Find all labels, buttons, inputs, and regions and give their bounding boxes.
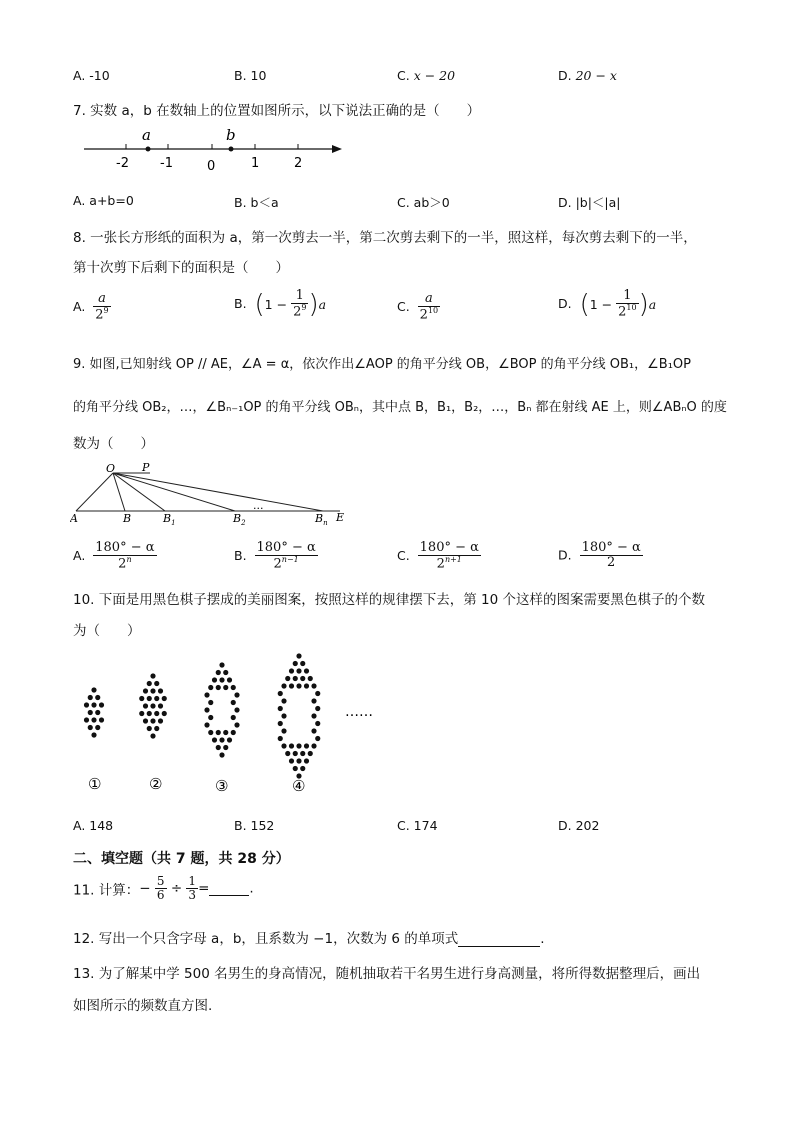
label-A: A (70, 512, 78, 525)
chess-piece-dot (311, 728, 316, 733)
q9-line-3: 数为（ ） (73, 436, 154, 452)
chess-piece-dot (304, 668, 309, 673)
chess-piece-dot (300, 676, 305, 681)
tick-label: 2 (294, 156, 303, 171)
chess-piece-dot (139, 711, 144, 716)
chess-piece-dot (231, 715, 236, 720)
chess-piece-dot (289, 758, 294, 763)
chess-piece-dot (204, 692, 209, 697)
chess-piece-dot (315, 736, 320, 741)
chess-piece-dot (234, 707, 239, 712)
q9-option-a: A. $\frac{180^\circ - \alpha}{2^n}$ (73, 540, 155, 572)
tick-label: 1 (251, 156, 260, 171)
chess-piece-dot (281, 728, 286, 733)
q8-line-2: 第十次剪下后剩下的面积是（ ） (73, 260, 289, 276)
q9-option-c: C. $\frac{180^\circ - \alpha}{2^{n+1}}$ (397, 540, 479, 572)
tick-label: 0 (207, 159, 216, 172)
label-B2: $B_2$ (233, 512, 246, 527)
point-b-dot (229, 147, 234, 152)
label-E: E (336, 511, 345, 524)
chess-piece-dot (234, 692, 239, 697)
q9-option-b: B. $\frac{180^\circ - \alpha}{2^{n-1}}$ (234, 540, 316, 572)
q9-line-1: 9. 如图,已知射线 OP // AE，∠A = α，依次作出∠AOP 的角平分线 OB，∠BOP 的角平分线 OB₁，∠B₁OP (73, 357, 691, 372)
chess-piece-dot (216, 745, 221, 750)
q6-option-b: B. 10 (234, 68, 267, 83)
chess-piece-dot (285, 676, 290, 681)
chess-piece-dot (150, 703, 155, 708)
chess-piece-dot (150, 688, 155, 693)
q6-option-c: C. x − 20 (397, 68, 456, 83)
chess-piece-dot (234, 722, 239, 727)
chess-piece-dot (158, 703, 163, 708)
chess-piece-dot (147, 681, 152, 686)
label-P: P (142, 462, 150, 474)
chess-piece-dot (281, 698, 286, 703)
q12-answer-blank[interactable] (458, 932, 540, 947)
chess-piece-dot (293, 661, 298, 666)
q12: 12. 写出一个只含字母 a，b，且系数为 −1，次数为 6 的单项式 . (73, 931, 545, 947)
chess-piece-dot (216, 730, 221, 735)
q10-line-1: 10. 下面是用黑色棋子摆成的美丽图案，按照这样的规律摆下去，第 10 个这样的图案需要黑色棋子的个数 (73, 592, 706, 608)
pattern-ellipsis: …… (345, 704, 373, 720)
chess-piece-dot (311, 713, 316, 718)
q10-option-c: C. 174 (397, 818, 438, 833)
chess-piece-dot (278, 691, 283, 696)
chess-piece-dot (289, 743, 294, 748)
pattern-label-3: ③ (215, 777, 229, 795)
chess-piece-dot (208, 730, 213, 735)
chess-piece-dot (84, 717, 89, 722)
tick-label: -1 (160, 156, 173, 171)
chess-piece-dot (139, 696, 144, 701)
chess-piece-dot (296, 668, 301, 673)
chess-piece-dot (223, 730, 228, 735)
chess-piece-dot (311, 698, 316, 703)
q10-option-b: B. 152 (234, 818, 275, 833)
chess-piece-dot (95, 695, 100, 700)
pattern-label-4: ④ (292, 777, 306, 795)
q13-line-1: 13. 为了解某中学 500 名男生的身高情况，随机抽取若干名男生进行身高测量，将所得数据整理后，画出 (73, 966, 701, 982)
chess-piece-dot (91, 702, 96, 707)
q8-option-a: A. $\frac{a}{2^9}$ (73, 291, 109, 323)
q13-line-2: 如图所示的频数直方图. (73, 998, 213, 1014)
chess-piece-dot (223, 685, 228, 690)
chess-piece-dot (95, 725, 100, 730)
chess-piece-dot (285, 751, 290, 756)
chess-piece-dot (219, 662, 224, 667)
chess-piece-dot (158, 688, 163, 693)
chess-piece-dot (304, 758, 309, 763)
q10-option-d: D. 202 (558, 818, 600, 833)
chess-piece-dot (219, 677, 224, 682)
chess-piece-dot (91, 732, 96, 737)
chess-piece-dot (293, 676, 298, 681)
q8-option-b: B. (1 − $\frac{1}{2^9}$ )a (234, 288, 327, 320)
q11: 11. 计算：− $\frac{5}{6}$ ÷ $\frac{1}{3}$ = . (73, 874, 254, 903)
chess-piece-dot (150, 733, 155, 738)
chess-piece-dot (296, 683, 301, 688)
chess-piece-dot (147, 711, 152, 716)
label-Bn: $B_n$ (315, 512, 328, 527)
chess-piece-dot (223, 670, 228, 675)
q9-figure (70, 462, 360, 530)
chess-piece-dot (162, 696, 167, 701)
q10-pattern-figure (70, 648, 390, 798)
chess-piece-dot (219, 737, 224, 742)
label-B: B (123, 512, 132, 525)
q7-option-b: B. b＜a (234, 195, 279, 210)
chess-piece-dot (278, 736, 283, 741)
chess-piece-dot (231, 700, 236, 705)
section-heading: 二、填空题（共 7 题，共 28 分） (73, 851, 290, 867)
chess-piece-dot (88, 695, 93, 700)
chess-piece-dot (281, 683, 286, 688)
point-b-label: b (226, 126, 236, 144)
chess-piece-dot (289, 683, 294, 688)
label-B1: $B_1$ (163, 512, 176, 527)
q8-option-c: C. $\frac{a}{2^{10}}$ (397, 291, 439, 323)
chess-piece-dot (147, 726, 152, 731)
q7-number-line (80, 124, 350, 172)
pattern-label-1: ① (88, 775, 102, 793)
chess-piece-dot (208, 700, 213, 705)
chess-piece-dot (88, 710, 93, 715)
chess-piece-dot (311, 743, 316, 748)
chess-piece-dot (212, 677, 217, 682)
chess-piece-dot (216, 685, 221, 690)
chess-piece-dot (150, 673, 155, 678)
chess-piece-dot (296, 653, 301, 658)
q7-option-c: C. ab＞0 (397, 195, 450, 210)
chess-piece-dot (300, 751, 305, 756)
chess-piece-dot (84, 702, 89, 707)
chess-piece-dot (300, 661, 305, 666)
q6-option-a: A. -10 (73, 68, 110, 83)
chess-piece-dot (88, 725, 93, 730)
chess-piece-dot (147, 696, 152, 701)
q9-option-d: D. $\frac{180^\circ - \alpha}{2}$ (558, 540, 641, 571)
chess-piece-dot (208, 715, 213, 720)
chess-piece-dot (289, 668, 294, 673)
chess-piece-dot (293, 751, 298, 756)
chess-piece-dot (91, 687, 96, 692)
chess-piece-dot (308, 676, 313, 681)
q7-option-d: D. |b|＜|a| (558, 195, 621, 210)
figure-dots: ... (253, 499, 264, 512)
chess-piece-dot (311, 683, 316, 688)
chess-piece-dot (300, 766, 305, 771)
chess-piece-dot (150, 718, 155, 723)
chess-piece-dot (143, 703, 148, 708)
chess-piece-dot (154, 726, 159, 731)
chess-piece-dot (154, 711, 159, 716)
chess-piece-dot (315, 721, 320, 726)
chess-piece-dot (99, 717, 104, 722)
chess-piece-dot (95, 710, 100, 715)
chess-piece-dot (143, 718, 148, 723)
chess-piece-dot (154, 681, 159, 686)
chess-piece-dot (293, 766, 298, 771)
chess-piece-dot (91, 717, 96, 722)
chess-piece-dot (308, 751, 313, 756)
point-a-dot (146, 147, 151, 152)
chess-piece-dot (304, 683, 309, 688)
chess-piece-dot (281, 743, 286, 748)
chess-piece-dot (296, 743, 301, 748)
chess-piece-dot (278, 706, 283, 711)
q9-line-2: 的角平分线 OB₂，…，∠Bₙ₋₁OP 的角平分线 OBₙ，其中点 B，B₁，B₂，…，Bₙ 都在射线 AE 上，则∠ABₙO 的度 (73, 400, 727, 415)
chess-piece-dot (315, 691, 320, 696)
q11-answer-blank[interactable] (209, 881, 249, 896)
chess-piece-dot (278, 721, 283, 726)
q8-line-1: 8. 一张长方形纸的面积为 a，第一次剪去一半，第二次剪去剩下的一半，照这样，每次剪去剩下的一半， (73, 230, 697, 246)
chess-piece-dot (216, 670, 221, 675)
pattern-label-2: ② (149, 775, 163, 793)
q10-option-a: A. 148 (73, 818, 114, 833)
chess-piece-dot (227, 677, 232, 682)
chess-piece-dot (204, 722, 209, 727)
q7-text: 7. 实数 a，b 在数轴上的位置如图所示，以下说法正确的是（ ） (73, 103, 481, 119)
chess-piece-dot (231, 730, 236, 735)
chess-piece-dot (219, 752, 224, 757)
label-O: O (106, 462, 116, 475)
q8-option-d: D. (1 − $\frac{1}{2^{10}}$ )a (558, 288, 657, 320)
chess-piece-dot (315, 706, 320, 711)
q7-option-a: A. a+b=0 (73, 193, 134, 208)
chess-piece-dot (154, 696, 159, 701)
chess-piece-dot (208, 685, 213, 690)
q10-line-2: 为（ ） (73, 623, 141, 639)
chess-piece-dot (304, 743, 309, 748)
chess-piece-dot (162, 711, 167, 716)
chess-piece-dot (99, 702, 104, 707)
chess-piece-dot (223, 745, 228, 750)
chess-piece-dot (296, 758, 301, 763)
chess-piece-dot (227, 737, 232, 742)
chess-piece-dot (231, 685, 236, 690)
chess-piece-dot (158, 718, 163, 723)
chess-piece-dot (281, 713, 286, 718)
q6-option-d: D. 20 − x (558, 68, 617, 83)
chess-piece-dot (212, 737, 217, 742)
chess-piece-dot (143, 688, 148, 693)
point-a-label: a (142, 126, 151, 144)
chess-piece-dot (204, 707, 209, 712)
tick-label: -2 (116, 156, 129, 171)
